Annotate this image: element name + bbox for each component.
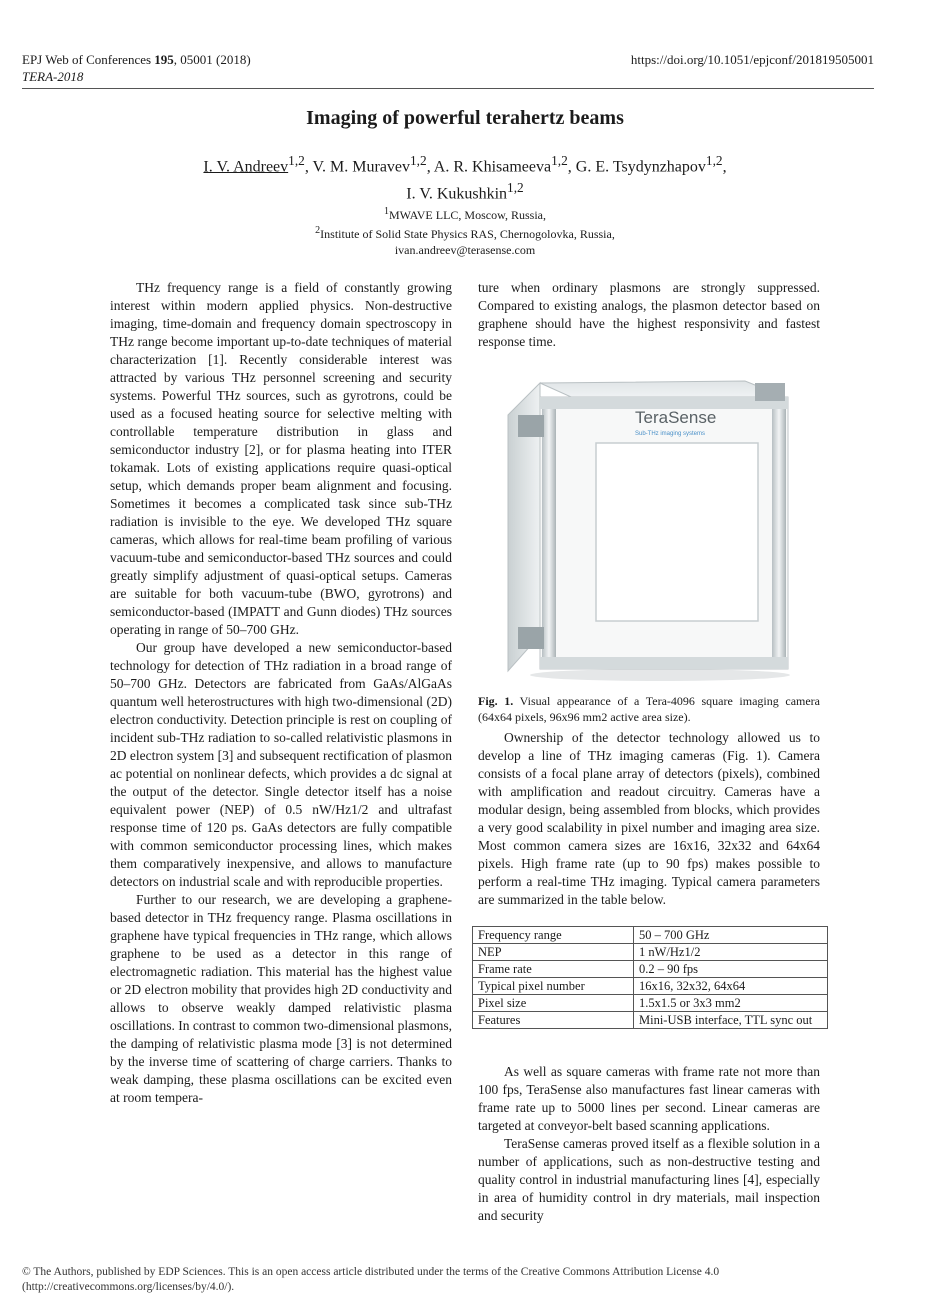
right-column-bottom	[478, 1063, 820, 1225]
table-row: Features Mini-USB interface, TTL sync out	[473, 1012, 828, 1029]
paragraph: ture when ordinary plasmons are strongly suppressed. Compared to existing analogs, the plasmon detector based on graphene should have the highest responsivity and fastest response time.	[478, 280, 820, 349]
affiliation-1: $^1$MWAVE LLC, Moscow, Russia,	[383, 206, 546, 222]
header-rule	[22, 88, 874, 89]
left-column	[110, 279, 452, 1107]
paragraph: THz frequency range is a field of constantly growing interest within modern applied physics. Non-destructive imaging, time-domain and frequency domain spectroscopy in THz range become important up-to-date techniques of material characterization [1]. Recently considerable interest was attracted by various THz personnel screening and security systems. Powerful THz sources, such as gyrotrons, could be used as a focused heating source for selective melting with controllable temperature distribution in glass and semiconductor industry [2], or for plasma heating into ITER tokamak. Lots of existing applications require quasi-optical setup, which demands proper beam alignment and focusing. Sometimes it becomes a complicated task since sub-THz radiation is invisible to the eye. We developed THz square cameras, which allows for real-time beam profiling of various vacuum-tube and semiconductor-based THz sources and could greatly simplify adjustment of quasi-optical setups. Cameras are suitable for both vacuum-tube (BWO, gyrotrons) and semiconductor-based (IMPATT and Gunn diodes) THz sources operating in range of 50–700 GHz.	[110, 280, 452, 637]
author-list: I. V. Andreev$^{1,2}$, V. M. Muravev$^{1,2}$, A. R. Khisameeva$^{1,2}$, G. E. Tsydynzhapov$^{1,2}$, I. V. Kukushkin$^{1,2}$	[203, 153, 727, 203]
paper-title: Imaging of powerful terahertz beams	[306, 107, 624, 129]
journal-citation: EPJ Web of Conferences 195, 05001 (2018)	[22, 52, 251, 67]
running-header-left	[22, 51, 251, 85]
paragraph: Ownership of the detector technology allowed us to develop a line of THz imaging cameras (Fig. 1). Camera consists of a focal plane array of detectors (pixels), combined with amplification and readout circuitry. Cameras have a modular design, being assembled from blocks, which provides a very good scalability in pixel number and imaging area size. Most common camera sizes are 16x16, 32x32 and 64x64 pixels. High frame rate (up to 90 fps) makes possible to perform a real-time THz imaging. Typical camera parameters are summarized in the table below.	[478, 730, 820, 907]
table-row: Frequency range 50 – 700 GHz	[473, 927, 828, 944]
camera-figure	[500, 375, 800, 685]
conference-name: TERA-2018	[22, 69, 84, 84]
table-row: Typical pixel number 16x16, 32x32, 64x64	[473, 978, 828, 995]
affiliations	[0, 204, 930, 258]
affiliation-2: $^2$Institute of Solid State Physics RAS, Chernogolovka, Russia,	[315, 225, 615, 241]
caption-label: Fig. 1.	[478, 694, 514, 708]
logo-tagline: Sub-THz imaging systems	[635, 431, 706, 437]
camera-illustration	[500, 375, 800, 685]
paragraph: Further to our research, we are developing a graphene-based detector in THz frequency range. Plasma oscillations in graphene have typical frequencies in THz range, which allows graphene to be used as a detector in this range of electromagnetic radiation. This material has the highest value or 2D electron mobility that provides high 2D conductivity and allows to observe weakly damped relativistic plasma oscillations. In contrast to common two-dimensional plasmons, the damping of relativistic plasma mode [3] is not determined by the inverse time of scattering of charge carriers. Thanks to weak damping, these plasma oscillations can be excited even at room tempera-	[110, 892, 452, 1105]
caption-text: Visual appearance of a Tera-4096 square imaging camera (64x64 pixels, 96x96 mm2 active area size).	[478, 694, 820, 724]
last-author: I. V. Kukushkin	[406, 185, 508, 203]
terasense-logo: TeraSense	[635, 408, 717, 427]
paragraph: As well as square cameras with frame rate not more than 100 fps, TeraSense also manufactures fast linear cameras with frame rate up to 5000 lines per second. Linear cameras are targeted at conveyor-belt based scanning applications.	[478, 1064, 820, 1133]
paragraph: TeraSense cameras proved itself as a flexible solution in a number of applications, such as non-destructive testing and quality control in industrial manufacturing lines [4], especially in area of humidity control in dry materials, mail inspection and security	[478, 1136, 820, 1223]
contact-email[interactable]: ivan.andreev@terasense.com	[394, 243, 536, 257]
table-row: Frame rate 0.2 – 90 fps	[473, 961, 828, 978]
camera-parameters-table	[472, 926, 828, 1029]
table-row: Pixel size 1.5x1.5 or 3x3 mm2	[473, 995, 828, 1012]
figure-caption	[478, 693, 820, 725]
right-column-top	[478, 279, 820, 351]
paragraph: Our group have developed a new semiconductor-based technology for detection of THz radiation in a broad range of 50–700 GHz. Detectors are fabricated from GaAs/AlGaAs quantum well heterostructures with high two-dimensional (2D) electron conductivity. Detection principle is rest on coupling of incident sub-THz radiation to so-called relativistic plasmons in 2D electron system [3] and subsequent rectification of plasmon ac potential on nonlinear defects, which provides a dc signal at the output of the detector. Single detector itself has a noise equivalent power (NEP) of 0.5 nW/Hz1/2 and ultrafast response time of 120 ps. GaAs detectors are fully compatible with common semiconductor processing lines, which makes them comparatively inexpensive, and allows to manufacture detectors on industrial scale and with reproducible properties.	[110, 640, 452, 889]
first-author: I. V. Andreev	[203, 158, 289, 176]
right-column-middle	[478, 729, 820, 909]
doi-link[interactable]: https://doi.org/10.1051/epjconf/201819505001	[630, 52, 874, 67]
license-footer: © The Authors, published by EDP Sciences. This is an open access article distributed under the terms of the Creative Commons Attribution License 4.0 (http://creativecommons.org/licenses/by/4.0/).	[22, 1266, 720, 1293]
table-row: NEP 1 nW/Hz1/2	[473, 944, 828, 961]
